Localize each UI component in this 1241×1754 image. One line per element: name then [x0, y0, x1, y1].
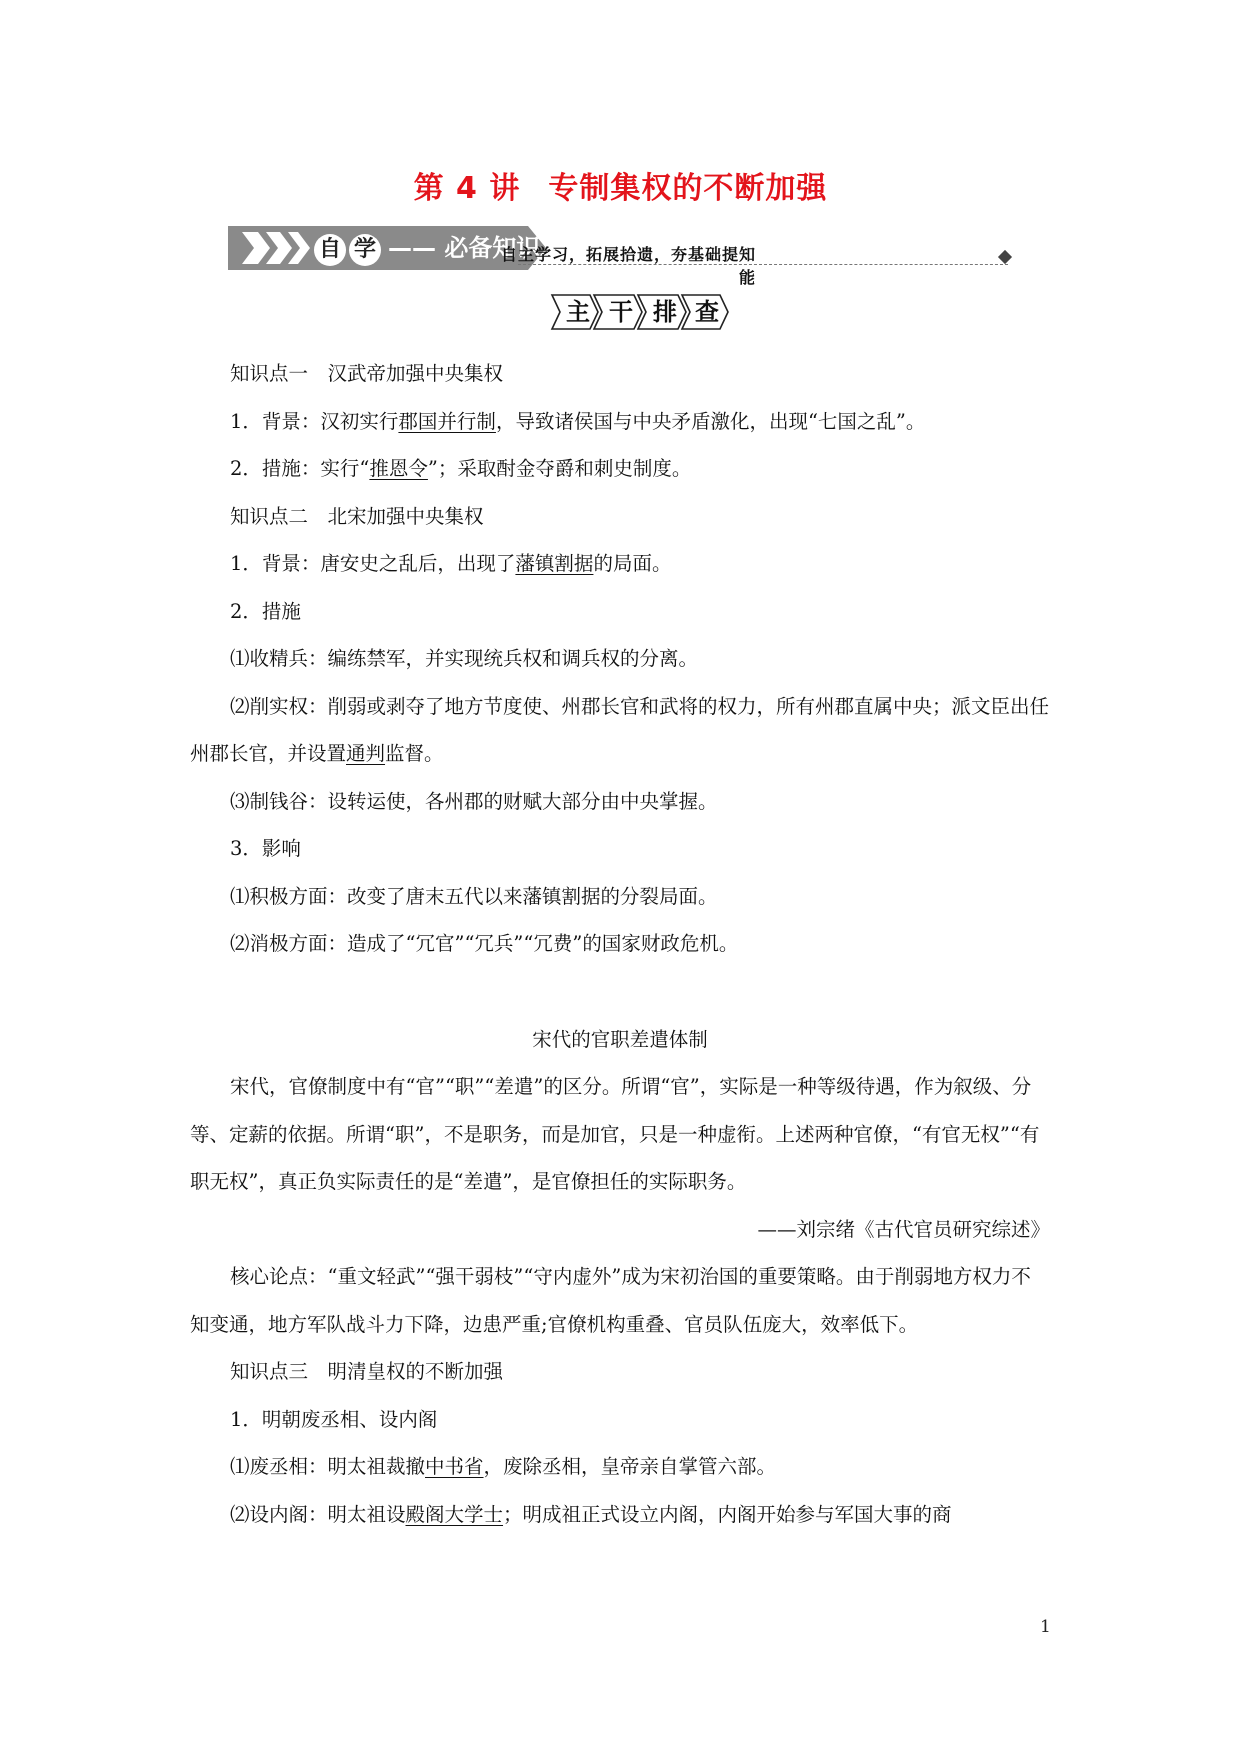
k1-heading: 知识点一 汉武帝加强中央集权	[230, 362, 504, 385]
reading-source: ——刘宗绪《古代官员研究综述》	[757, 1217, 1050, 1241]
subheading-char: 排	[653, 298, 677, 326]
diamond-icon	[998, 250, 1012, 264]
k1-background: 1．背景：汉初实行郡国并行制，导致诸侯国与中央矛盾激化，出现“七国之乱”。	[230, 409, 926, 433]
banner-char-1: 自	[314, 234, 346, 266]
reading-body: 宋代，官僚制度中有“官”“职”“差遣”的区分。所谓“官”，实际是一种等级待遇，作为叙级、分等、定薪的依据。所谓“职”，不是职务，而是加官，只是一种虚衔。上述两种官僚，“有官无权”“有职无权”，真正负实际责任的是“差遣”，是官僚担任的实际职务。	[190, 1075, 1040, 1193]
k2-measure-1: ⑴收精兵：编练禁军，并实现统兵权和调兵权的分离。	[230, 647, 699, 670]
banner-tagline: 自主学习，拓展拾遗，夯基础提知能	[500, 245, 756, 287]
k2-impact-2: ⑵消极方面：造成了“冗官”“冗兵”“冗费”的国家财政危机。	[230, 932, 739, 955]
k3-heading: 知识点三 明清皇权的不断加强	[230, 1360, 504, 1383]
underlined-term: 推恩令	[369, 457, 428, 480]
subheading-char: 干	[609, 298, 633, 326]
k2-impact: 3．影响	[230, 837, 301, 860]
subheading-char: 查	[695, 298, 719, 326]
underlined-term: 中书省	[425, 1455, 484, 1478]
k3-section-1: 1．明朝废丞相、设内阁	[230, 1407, 438, 1431]
core-argument: 核心论点：“重文轻武”“强干弱枝”“守内虚外”成为宋初治国的重要策略。由于削弱地方权力不知变通，地方军队战斗力下降，边患严重;官僚机构重叠、官员队伍庞大，效率低下。	[190, 1265, 1031, 1336]
section-banner	[228, 226, 1014, 287]
main-content	[190, 350, 1050, 1538]
k3-item-b: ⑵设内阁：明太祖设殿阁大学士；明成祖正式设立内阁，内阁开始参与军国大事的商	[230, 1502, 952, 1526]
k2-measure-3: ⑶制钱谷：设转运使，各州郡的财赋大部分由中央掌握。	[230, 789, 718, 813]
banner-char-2: 学	[349, 234, 381, 266]
k2-heading: 知识点二 北宋加强中央集权	[230, 504, 484, 528]
k3-item-a: ⑴废丞相：明太祖裁撤中书省，废除丞相，皇帝亲自掌管六部。	[230, 1455, 777, 1478]
k2-background: 1．背景：唐安史之乱后，出现了藩镇割据的局面。	[230, 552, 672, 575]
banner-title-rest: —— 必备知识	[388, 234, 541, 262]
subheading-box	[550, 292, 730, 332]
k2-measures: 2．措施	[230, 599, 301, 623]
page-title: 第 4 讲 专制集权的不断加强	[413, 171, 828, 206]
reading-title: 宋代的官职差遣体制	[532, 1027, 708, 1051]
page-number: 1	[1040, 1617, 1051, 1637]
subheading-char: 主	[566, 298, 590, 326]
k2-measure-2: ⑵削实权：削弱或剥夺了地方节度使、州郡长官和武将的权力，所有州郡直属中央；派文臣出任州郡长官，并设置通判监督。	[190, 694, 1050, 765]
k2-impact-1: ⑴积极方面：改变了唐末五代以来藩镇割据的分裂局面。	[230, 884, 718, 908]
underlined-term: 殿阁大学士	[405, 1502, 504, 1526]
underlined-term: 郡国并行制	[398, 409, 496, 433]
underlined-term: 通判	[346, 742, 386, 765]
k1-measures: 2．措施：实行“推恩令”；采取酎金夺爵和刺史制度。	[230, 457, 692, 480]
underlined-term: 藩镇割据	[515, 552, 594, 575]
